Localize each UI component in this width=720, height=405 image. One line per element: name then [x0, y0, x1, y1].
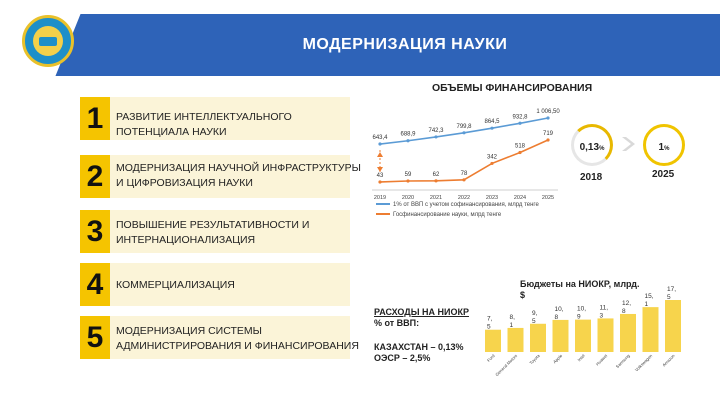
data-label: 342	[486, 154, 498, 161]
data-point	[462, 131, 465, 134]
share-year: 2025	[652, 169, 675, 180]
x-tick-label: 2022	[457, 195, 471, 201]
direction-number: 1	[80, 97, 110, 140]
category-label: Toyota	[528, 353, 541, 366]
gdp-share-2018-ring	[571, 124, 613, 166]
direction-number: 2	[80, 155, 110, 198]
chevron-right-icon	[619, 135, 637, 153]
direction-number: 5	[80, 316, 110, 359]
expenses-kazakhstan: КАЗАХСТАН – 0,13%	[374, 342, 464, 352]
data-label: 864,5	[484, 119, 500, 126]
legend-item-gdp	[376, 200, 539, 210]
bar	[553, 320, 569, 352]
budget-bar-chart	[483, 286, 693, 382]
data-label: 742,3	[428, 127, 444, 134]
share-unit: %	[599, 146, 605, 152]
financing-legend	[376, 200, 539, 220]
direction-number: 4	[80, 263, 110, 306]
bar	[598, 318, 614, 352]
bar-value-label: 8, 1	[509, 313, 515, 329]
data-point	[546, 116, 549, 119]
data-point	[434, 135, 437, 138]
data-label: 799,8	[456, 123, 472, 130]
data-label: 62	[432, 171, 440, 178]
share-value: 0,13	[579, 142, 600, 153]
data-label: 59	[404, 172, 412, 179]
data-point	[490, 162, 493, 165]
expenses-title: РАСХОДЫ НА НИОКР	[374, 307, 469, 317]
data-label: 78	[460, 170, 468, 177]
x-tick-label: 2021	[429, 195, 443, 201]
x-tick-label: 2024	[513, 195, 527, 201]
emblem-book-icon	[39, 37, 57, 46]
bar-value-label: 10, 8	[554, 305, 564, 321]
data-point	[378, 180, 381, 183]
data-point	[518, 122, 521, 125]
data-label: 518	[514, 143, 526, 150]
category-label: Intel	[576, 353, 586, 363]
category-label: Amazon	[661, 353, 676, 368]
financing-chart-title: ОБЪЕМЫ ФИНАНСИРОВАНИЯ	[432, 82, 593, 94]
category-label: Ford	[486, 353, 496, 363]
legend-item-state	[376, 210, 539, 220]
expenses-subtitle: % от ВВП:	[374, 318, 420, 328]
bar	[665, 300, 681, 352]
bar	[530, 324, 546, 352]
bar-value-label: 7, 5	[487, 315, 493, 331]
direction-text: РАЗВИТИЕ ИНТЕЛЛЕКТУАЛЬНОГО ПОТЕНЦИАЛА НАУКИ	[116, 111, 292, 138]
category-label: Samsung	[614, 353, 631, 370]
bar	[643, 307, 659, 352]
category-label: Huawei	[594, 353, 609, 367]
header	[0, 0, 720, 75]
bar-value-label: 17, 5	[667, 286, 677, 301]
data-point	[434, 179, 437, 182]
data-point	[462, 178, 465, 181]
direction-text: КОММЕРЦИАЛИЗАЦИЯ	[116, 279, 235, 291]
data-label: 1 006,50	[536, 109, 560, 115]
data-point	[406, 139, 409, 142]
data-point	[490, 127, 493, 130]
bar	[575, 320, 591, 352]
arrow-down-icon	[377, 167, 383, 172]
legend-label: 1% от ВВП с учетом софинансирования, млрд тенге	[393, 202, 539, 208]
arrow-up-icon	[377, 152, 383, 157]
bar-value-label: 12, 8	[622, 299, 632, 315]
x-tick-label: 2025	[541, 195, 555, 201]
bar	[508, 328, 524, 352]
bar-value-label: 11, 3	[599, 304, 609, 320]
data-label: 43	[376, 173, 384, 179]
share-value: 1	[658, 142, 665, 153]
legend-swatch	[376, 213, 390, 215]
bar-value-label: 10, 9	[577, 305, 587, 321]
bar	[485, 330, 501, 352]
direction-text: ПОВЫШЕНИЕ РЕЗУЛЬТАТИВНОСТИ И ИНТЕРНАЦИОНАЛИЗАЦИЯ	[116, 219, 310, 246]
data-label: 719	[542, 131, 554, 137]
data-point	[546, 138, 549, 141]
bar-value-label: 15, 1	[644, 293, 654, 309]
data-point	[406, 179, 409, 182]
category-label: General Motors	[494, 353, 519, 378]
data-point	[378, 142, 381, 145]
data-label: 932,8	[512, 114, 528, 121]
budget-chart-title: Бюджеты на НИОКР, млрд. $	[520, 279, 640, 300]
category-label: Apple	[552, 353, 564, 365]
emblem-sun-icon	[33, 26, 63, 56]
direction-text: МОДЕРНИЗАЦИЯ СИСТЕМЫ АДМИНИСТРИРОВАНИЯ И ФИНАНСИРОВАНИЯ	[116, 325, 359, 352]
bar	[620, 314, 636, 352]
x-tick-label: 2023	[485, 195, 499, 201]
legend-swatch	[376, 203, 390, 205]
direction-number: 3	[80, 210, 110, 253]
category-label: Volkswagen	[633, 353, 654, 373]
data-label: 643,4	[372, 135, 388, 141]
data-label: 688,9	[400, 131, 416, 138]
legend-label: Госфинансирование науки, млрд тенге	[393, 212, 502, 218]
bar-value-label: 9, 5	[532, 309, 538, 325]
direction-text: МОДЕРНИЗАЦИЯ НАУЧНОЙ ИНФРАСТРУКТУРЫ И ЦИФРОВИЗАЦИЯ НАУКИ	[116, 162, 361, 189]
ministry-emblem-icon	[22, 15, 74, 67]
x-tick-label: 2020	[401, 195, 415, 201]
expenses-oecd: ОЭСР – 2,5%	[374, 353, 431, 363]
x-tick-label: 2019	[373, 195, 387, 201]
data-point	[518, 151, 521, 154]
share-unit: %	[664, 146, 670, 152]
share-year: 2018	[580, 172, 603, 183]
gdp-share-2025-ring	[643, 124, 685, 166]
page-title: МОДЕРНИЗАЦИЯ НАУКИ	[302, 36, 508, 53]
